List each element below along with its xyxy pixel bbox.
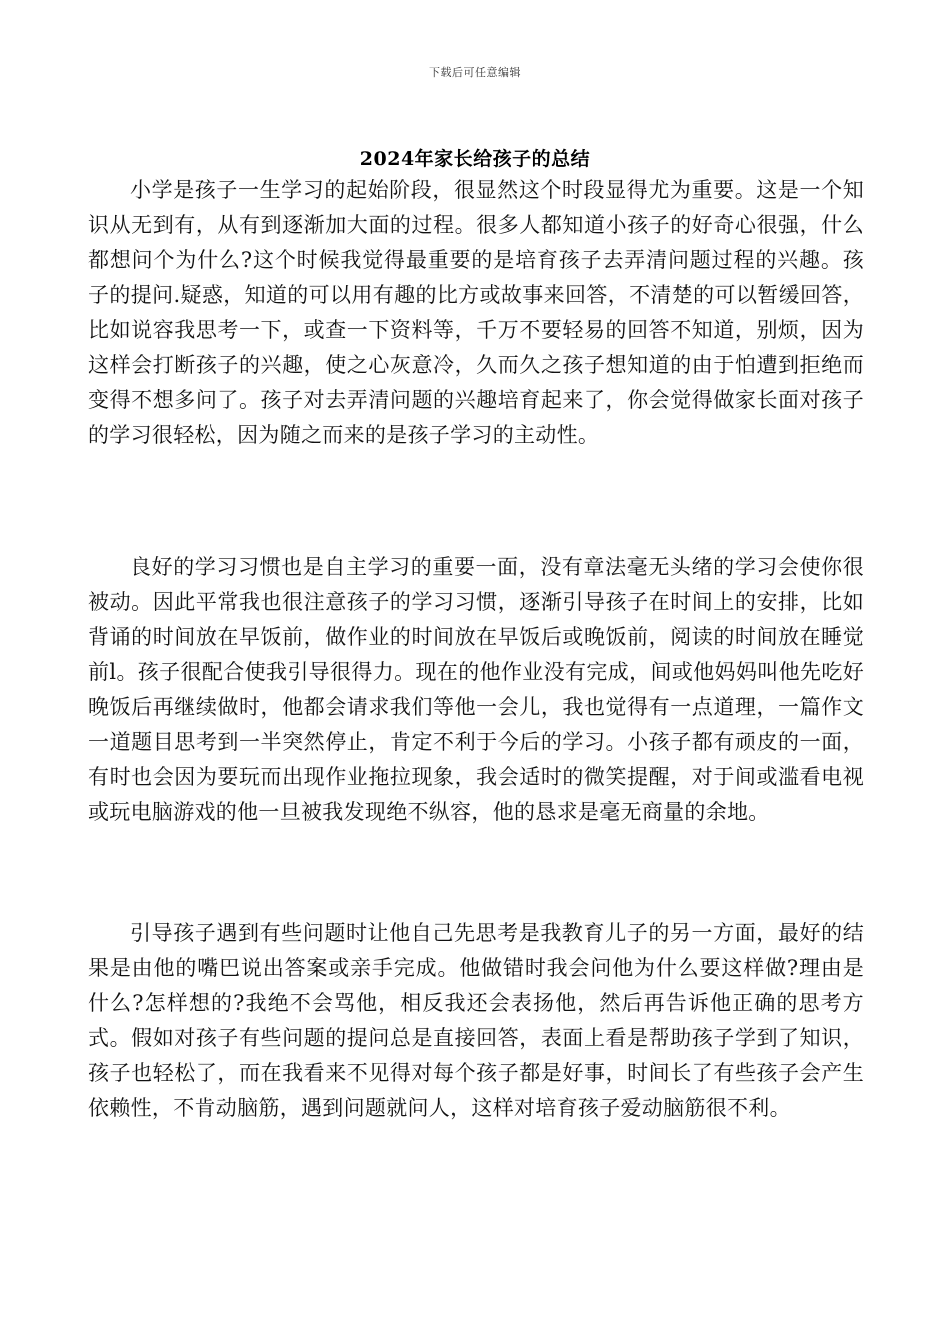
body-paragraph: 引导孩子遇到有些问题时让他自己先思考是我教育儿子的另一方面，最好的结果是由他的嘴巴说出答案或亲手完成。他做错时我会问他为什么要这样做?理由是什么?怎样想的?我绝不会骂他，相反我还会表扬他，然后再告诉他正确的思考方式。假如对孩子有些问题的提问总是直接回答，表面上看是帮助孩子学到了知识，孩子也轻松了，而在我看来不见得对每个孩子都是好事，时间长了有些孩子会产生依赖性，不肯动脑筋，遇到问题就问人，这样对培育孩子爱动脑筋很不利。 xyxy=(88,921,864,1120)
header-note: 下载后可任意编辑 xyxy=(429,66,521,79)
body-paragraph: 良好的学习习惯也是自主学习的重要一面，没有章法毫无头绪的学习会使你很被动。因此平常我也很注意孩子的学习习惯，逐渐引导孩子在时间上的安排，比如背诵的时间放在早饭前，做作业的时间放在早饭后或晚饭前，阅读的时间放在睡觉前l。孩子很配合使我引导很得力。现在的他作业没有完成，间或他妈妈叫他先吃好晚饭后再继续做时，他都会请求我们等他一会儿，我也觉得有一点道理，一篇作文一道题目思考到一半突然停止，肯定不利于今后的学习。小孩子都有顽皮的一面，有时也会因为要玩而出现作业拖拉现象，我会适时的微笑提醒，对于间或滥看电视或玩电脑游戏的他一旦被我发现绝不纵容，他的恳求是毫无商量的余地。 xyxy=(88,555,865,824)
document-title: 2024年家长给孩子的总结 xyxy=(359,148,591,170)
body-paragraph: 小学是孩子一生学习的起始阶段，很显然这个时段显得尤为重要。这是一个知识从无到有，从有到逐渐加大面的过程。很多人都知道小孩子的好奇心很强，什么都想问个为什么?这个时候我觉得最重要的是培育孩子去弄清问题过程的兴趣。孩子的提问.疑惑，知道的可以用有趣的比方或故事来回答，不清楚的可以暂缓回答，比如说容我思考一下，或查一下资料等，千万不要轻易的回答不知道，别烦，因为这样会打断孩子的兴趣，使之心灰意冷，久而久之孩子想知道的由于怕遭到拒绝而变得不想多问了。孩子对去弄清问题的兴趣培育起来了，你会觉得做家长面对孩子的学习很轻松，因为随之而来的是孩子学习的主动性。 xyxy=(88,178,864,447)
